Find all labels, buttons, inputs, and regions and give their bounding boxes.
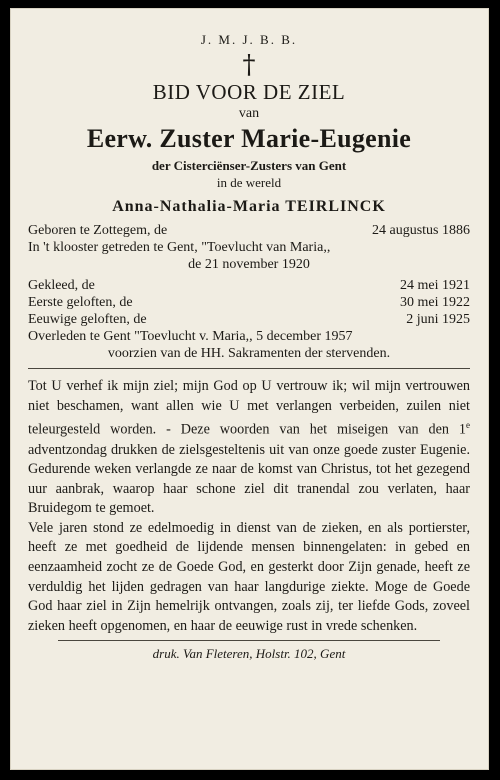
- fact-born: [28, 222, 470, 239]
- perpetual-vows-date: 2 juni 1925: [406, 312, 470, 327]
- order-name: der Cisterciënser-Zusters van Gent: [151, 158, 347, 173]
- superscript: e: [466, 420, 470, 431]
- clothed-label: Gekleed, de: [28, 278, 95, 293]
- card-content: [28, 28, 470, 768]
- footer-divider: [58, 640, 440, 641]
- van-label: van: [238, 106, 260, 121]
- first-vows-date: 30 mei 1922: [400, 295, 470, 310]
- memorial-card: [10, 8, 489, 770]
- divider: [28, 368, 470, 369]
- perpetual-vows-label: Eeuwige geloften, de: [28, 312, 147, 327]
- birth-name: Anna-Nathalia-Maria TEIRLINCK: [112, 198, 386, 215]
- religious-name: Eerw. Zuster Marie-Eugenie: [86, 124, 412, 153]
- heading: BID VOOR DE ZIEL: [152, 80, 346, 104]
- fact-first-vows: [28, 294, 470, 311]
- first-vows-label: Eerste geloften, de: [28, 295, 133, 310]
- fact-perpetual-vows: [28, 311, 470, 328]
- prayer-paragraph: Tot U verhef ik mijn ziel; mijn God op U vertrouw ik; wil mijn vertrouwen niet beschamen, want allen wie U met verlangen verbeiden, zuilen niet teleurgesteld worden. - Deze woorden van het miseigen van den 1e adventzondag drukken de zielsgesteltenis uit van onze goede zuster Eugenie. Gedurende weken verlangde ze naar de komst van Christus, tot het gezegend uur aanbrak, waarop haar schone ziel dit tranendal zou verlaten, haar Bruidegom te gemoet.: [28, 378, 470, 517]
- born-date: 24 augustus 1886: [372, 223, 470, 238]
- fact-clothed: [28, 277, 470, 294]
- in-world-label: in de wereld: [216, 175, 282, 190]
- initials: J. M. J. B. B.: [200, 32, 298, 47]
- prayer-text: [28, 377, 470, 636]
- fact-sacraments: voorzien van de HH. Sakramenten der stervenden.: [107, 346, 391, 361]
- printer-credit: druk. Van Fleteren, Holstr. 102, Gent: [152, 646, 346, 662]
- clothed-date: 24 mei 1921: [400, 278, 470, 293]
- fact-entered-date: de 21 november 1920: [188, 257, 310, 272]
- cross-icon: †: [242, 50, 256, 80]
- fact-died: Overleden te Gent "Toevlucht v. Maria,, 5 december 1957: [28, 329, 353, 344]
- biographical-facts: [28, 222, 470, 362]
- born-label: Geboren te Zottegem, de: [28, 223, 168, 238]
- prayer-paragraph: Vele jaren stond ze edelmoedig in dienst van de zieken, en als portierster, heeft ze met goedheid de lijdende mensen binnengelaten: in gebed en eenzaamheid zocht ze de Goede God, en gesterkt door Zijn genade, heeft ze verduldig het lijden gedragen van haar langdurige ziekte. Moge de Goede God haar ziel in Zijn hemelrijk ontvangen, zoals zij, ter liefde Gods, zoveel zieken heeft opgenomen, en haar de eeuwige rust in vrede schenken.: [28, 519, 470, 634]
- fact-entered: In 't klooster getreden te Gent, "Toevlucht van Maria,,: [28, 240, 331, 255]
